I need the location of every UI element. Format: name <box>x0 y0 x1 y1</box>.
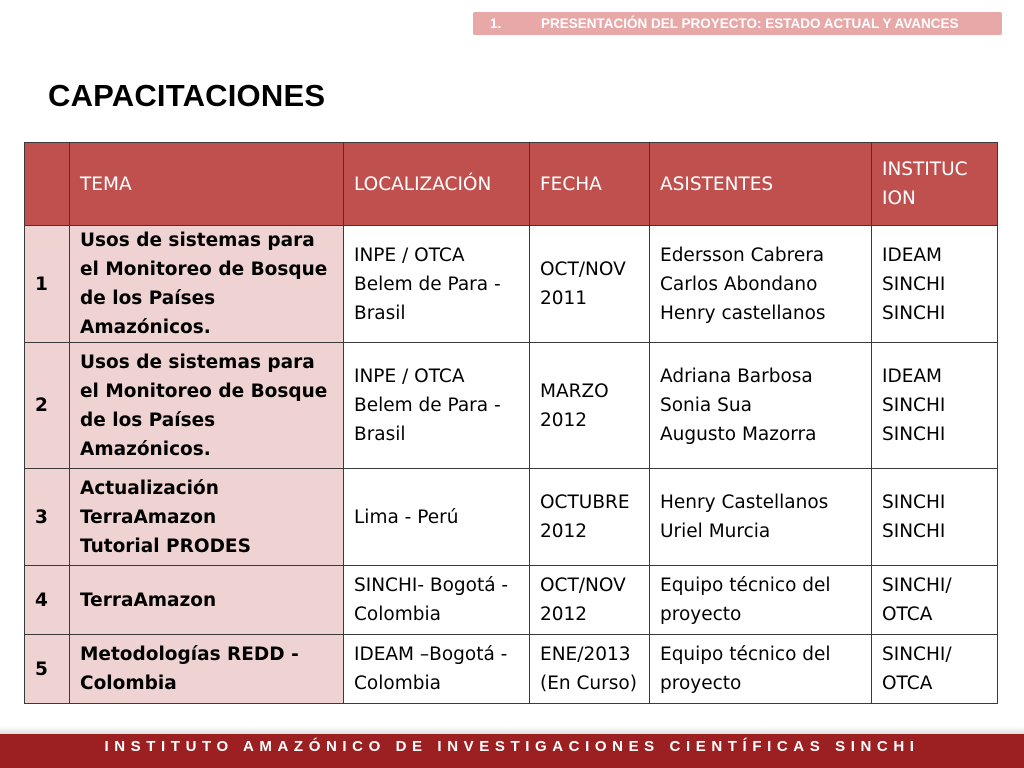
header-asistentes: ASISTENTES <box>650 143 872 226</box>
row-institucion: SINCHI/ OTCA <box>872 566 998 635</box>
row-number: 1 <box>25 226 70 343</box>
footer-institution-name: INSTITUTO AMAZÓNICO DE INVESTIGACIONES CIENTÍFICAS SINCHI <box>0 734 1024 768</box>
row-localizacion: INPE / OTCA Belem de Para - Brasil <box>344 226 530 343</box>
header-number <box>25 143 70 226</box>
row-localizacion: IDEAM –Bogotá -Colombia <box>344 635 530 704</box>
row-tema: Actualización TerraAmazon Tutorial PRODES <box>70 469 344 566</box>
table-row <box>25 469 998 566</box>
row-localizacion: INPE / OTCA Belem de Para - Brasil <box>344 343 530 469</box>
row-number: 2 <box>25 343 70 469</box>
row-asistentes: Adriana Barbosa Sonia Sua Augusto Mazorra <box>650 343 872 469</box>
row-tema: TerraAmazon <box>70 566 344 635</box>
row-institucion: IDEAM SINCHI SINCHI <box>872 343 998 469</box>
section-number: 1. <box>490 16 502 31</box>
row-institucion: SINCHI SINCHI <box>872 469 998 566</box>
page-title: CAPACITACIONES <box>48 78 326 113</box>
row-fecha: ENE/2013 (En Curso) <box>530 635 650 704</box>
row-asistentes: Edersson Cabrera Carlos Abondano Henry castellanos <box>650 226 872 343</box>
header-fecha: FECHA <box>530 143 650 226</box>
row-number: 5 <box>25 635 70 704</box>
row-tema: Metodologías REDD - Colombia <box>70 635 344 704</box>
row-asistentes: Equipo técnico del proyecto <box>650 566 872 635</box>
row-fecha: OCT/NOV 2012 <box>530 566 650 635</box>
row-number: 3 <box>25 469 70 566</box>
row-number: 4 <box>25 566 70 635</box>
row-institucion: SINCHI/ OTCA <box>872 635 998 704</box>
header-institucion: INSTITUC ION <box>872 143 998 226</box>
table-row <box>25 635 998 704</box>
trainings-table <box>24 142 998 704</box>
row-asistentes: Equipo técnico del proyecto <box>650 635 872 704</box>
table-header-row <box>25 143 998 226</box>
row-fecha: OCT/NOV 2011 <box>530 226 650 343</box>
table-row <box>25 566 998 635</box>
header-tema: TEMA <box>70 143 344 226</box>
header-localizacion: LOCALIZACIÓN <box>344 143 530 226</box>
section-title: PRESENTACIÓN DEL PROYECTO: ESTADO ACTUAL Y AVANCES <box>541 16 959 31</box>
table-row <box>25 343 998 469</box>
row-fecha: OCTUBRE 2012 <box>530 469 650 566</box>
table-row <box>25 226 998 343</box>
row-localizacion: Lima - Perú <box>344 469 530 566</box>
row-tema: Usos de sistemas para el Monitoreo de Bosque de los Países Amazónicos. <box>70 226 344 343</box>
row-localizacion: SINCHI- Bogotá - Colombia <box>344 566 530 635</box>
row-tema: Usos de sistemas para el Monitoreo de Bosque de los Países Amazónicos. <box>70 343 344 469</box>
section-banner <box>473 12 1002 35</box>
row-fecha: MARZO 2012 <box>530 343 650 469</box>
row-asistentes: Henry Castellanos Uriel Murcia <box>650 469 872 566</box>
row-institucion: IDEAM SINCHI SINCHI <box>872 226 998 343</box>
